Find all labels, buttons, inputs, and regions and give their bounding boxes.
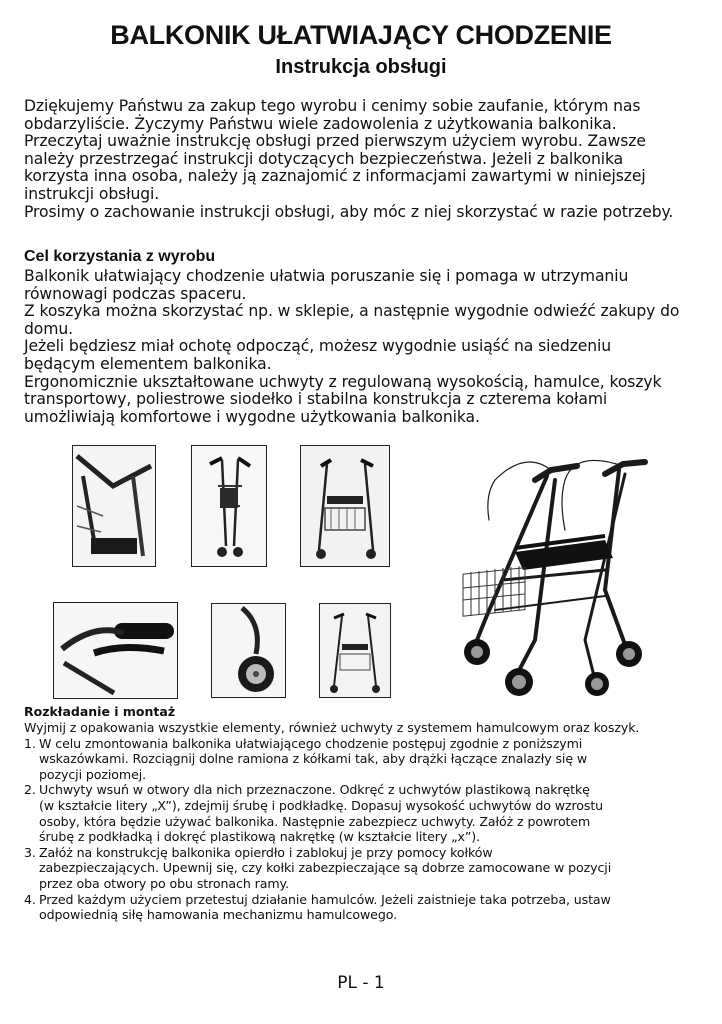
photo-handle-brake-image: [54, 603, 177, 698]
purpose-line: umożliwiają komfortowe i wygodne użytkowania balkonika.: [24, 407, 480, 426]
photo-seat-closeup: [72, 445, 156, 567]
assembly-step: [24, 845, 714, 892]
photo-wheel-closeup: [211, 603, 286, 698]
step-line: wskazówkami. Rozciągnij dolne ramiona z kółkami tak, aby drążki łączące znalazły się w: [39, 751, 588, 767]
page-number: PL - 1: [337, 973, 385, 993]
step-line: W celu zmontowania balkonika ułatwiającego chodzenie postępuj zgodnie z poniższymi: [39, 735, 583, 751]
photo-wheel-closeup-image: [212, 604, 285, 697]
intro-line: obdarzyliście. Życzymy Państwu wiele zadowolenia z użytkowania balkonika.: [24, 114, 617, 133]
step-line: przez oba otwory po obu stronach ramy.: [39, 875, 289, 891]
purpose-paragraph: [24, 268, 708, 426]
intro-line: Dziękujemy Państwu za zakup tego wyrobu i cenimy sobie zaufanie, którym nas: [24, 97, 641, 115]
photo-walker-front-image: [320, 604, 390, 697]
photo-walker-front: [319, 603, 391, 698]
purpose-line: Jeżeli będziesz miał ochotę odpocząć, możesz wygodnie usiąść na siedzeniu: [24, 337, 612, 356]
walker-illustration-image: [455, 440, 655, 702]
step-line: pozycji poziomej.: [39, 766, 147, 782]
walker-illustration: [455, 440, 655, 702]
assembly-step: [24, 736, 714, 783]
assembly-intro: Wyjmij z opakowania wszystkie elementy, również uchwyty z systemem hamulcowym oraz koszyk.: [24, 720, 640, 735]
assembly-step: [24, 892, 714, 923]
intro-paragraph: [24, 98, 708, 221]
assembly-step: [24, 782, 714, 844]
step-line: odpowiednią siłę hamowania mechanizmu hamulcowego.: [39, 907, 398, 923]
step-line: Załóż na konstrukcję balkonika opierdło i zablokuj je przy pomocy kołków: [39, 844, 493, 860]
photo-folded-walker-image: [192, 446, 266, 566]
step-line: śrubę z podkładką i dokręć plastikową nakrętkę (w kształcie litery „x”).: [39, 829, 481, 845]
intro-line: korzysta inna osoba, należy ją zaznajomić z informacjami zawartymi w niniejszej: [24, 167, 646, 186]
purpose-line: będącym elementem balkonika.: [24, 354, 272, 373]
document-subtitle: Instrukcja obsługi: [275, 56, 447, 78]
photo-folded-walker: [191, 445, 267, 567]
step-line: (w kształcie litery „X”), zdejmij śrubę i podkładkę. Dopasuj wysokość uchwytów do wzrostu: [39, 797, 604, 813]
photo-seat-closeup-image: [73, 446, 155, 566]
step-number: 3.: [24, 844, 36, 860]
step-number: 1.: [24, 735, 36, 751]
purpose-line: Ergonomicznie ukształtowane uchwyty z regulowaną wysokością, hamulce, koszyk: [24, 372, 662, 391]
photo-walker-basket: [300, 445, 390, 567]
photo-walker-basket-image: [301, 446, 389, 566]
intro-line: Przeczytaj uważnie instrukcję obsługi przed pierwszym użyciem wyrobu. Zawsze: [24, 132, 646, 151]
assembly-steps: [24, 736, 714, 923]
assembly-heading: Rozkładanie i montaż: [24, 704, 176, 719]
photo-handle-brake: [53, 602, 178, 699]
intro-line: instrukcji obsługi.: [24, 184, 160, 203]
intro-line: należy przestrzegać instrukcji dotyczących bezpieczeństwa. Jeżeli z balkonika: [24, 149, 624, 168]
step-line: Przed każdym użyciem przetestuj działanie hamulców. Jeżeli zaistnieje taka potrzeba, ustaw: [39, 891, 611, 907]
purpose-heading: Cel korzystania z wyrobu: [24, 248, 216, 265]
assembly-section: [24, 720, 714, 923]
purpose-line: Balkonik ułatwiający chodzenie ułatwia poruszanie się i pomaga w utrzymaniu: [24, 267, 629, 285]
step-number: 4.: [24, 891, 36, 907]
step-line: Uchwyty wsuń w otwory dla nich przeznaczone. Odkręć z uchwytów plastikową nakrętkę: [39, 782, 590, 798]
step-line: osoby, która będzie używać balkonika. Następnie zabezpiecz uchwyty. Załóż z powrotem: [39, 813, 591, 829]
step-line: zabezpieczających. Upewnij się, czy kołki zabezpieczające są dobrze zamocowane w pozycji: [39, 860, 612, 876]
purpose-line: domu.: [24, 319, 73, 338]
intro-line: Prosimy o zachowanie instrukcji obsługi, aby móc z niej skorzystać w razie potrzeby.: [24, 202, 674, 221]
purpose-line: Z koszyka można skorzystać np. w sklepie, a następnie wygodnie odwieźć zakupy do: [24, 302, 680, 321]
step-number: 2.: [24, 782, 36, 798]
purpose-line: równowagi podczas spaceru.: [24, 284, 247, 303]
purpose-line: transportowy, poliestrowe siodełko i stabilna konstrukcja z czterema kołami: [24, 390, 608, 409]
document-title: BALKONIK UŁATWIAJĄCY CHODZENIE: [110, 20, 612, 50]
